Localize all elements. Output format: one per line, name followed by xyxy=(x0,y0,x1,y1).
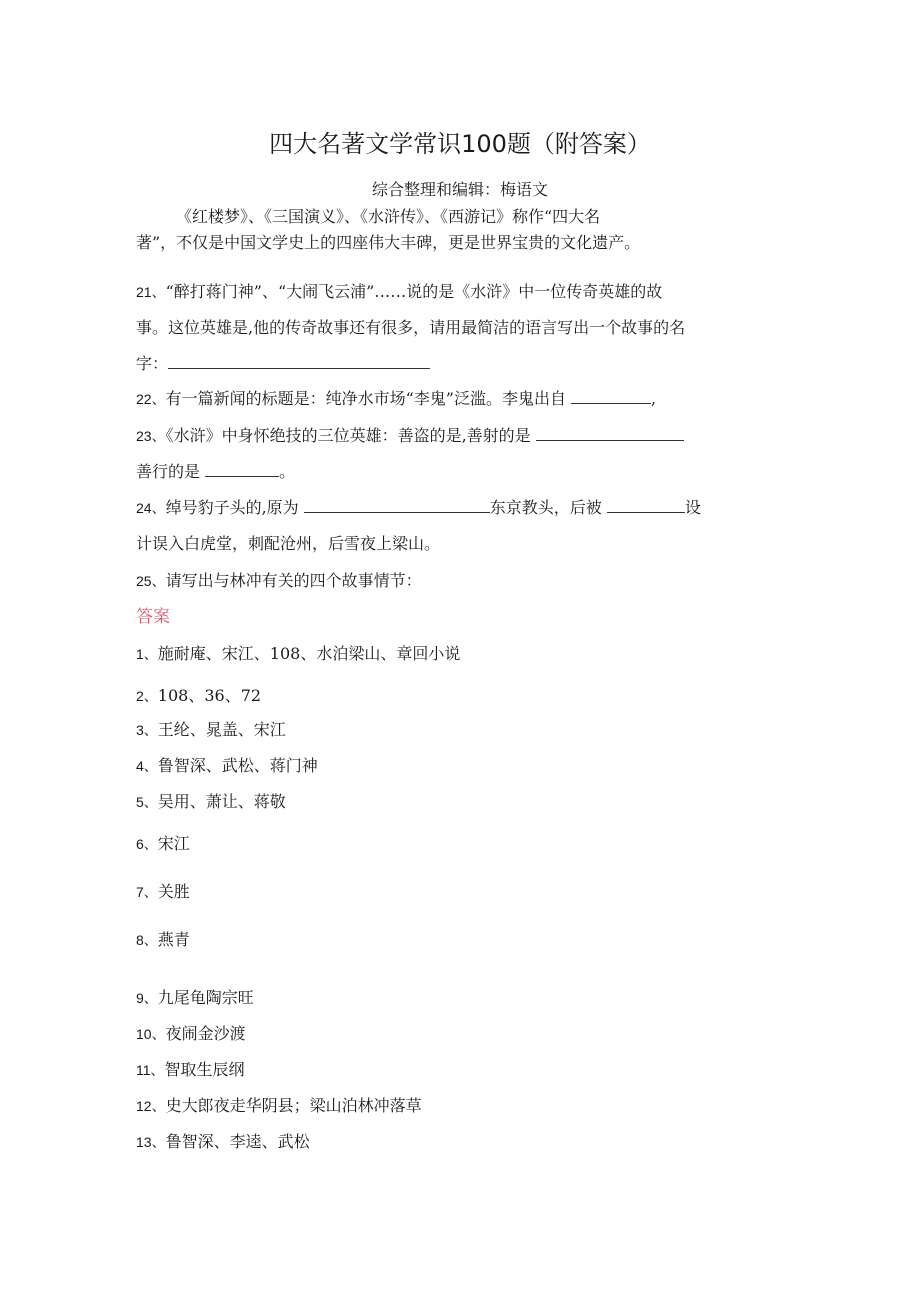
question-text: 设 xyxy=(684,498,701,517)
question-number: 22、 xyxy=(136,391,166,407)
answer-text: 智取生辰纲 xyxy=(164,1060,245,1079)
question-number: 25、 xyxy=(136,573,166,589)
question-text: 《水浒》中身怀绝技的三位英雄：善盗的是,善射的是 xyxy=(165,426,531,445)
answer-blank[interactable] xyxy=(607,496,685,513)
question-21 xyxy=(136,274,796,382)
answer-number: 1、 xyxy=(136,646,158,662)
question-22 xyxy=(136,381,796,417)
intro-text-1: 《红楼梦》、《三国演义》、《水浒传》、《西游记》称作“四大名 xyxy=(176,207,601,226)
author-line: 综合整理和编辑：梅语文 xyxy=(371,180,548,199)
answer-item xyxy=(136,1129,310,1152)
answer-text: 施耐庵、宋江、108、水泊梁山、章回小说 xyxy=(157,644,461,663)
answer-number: 5、 xyxy=(136,794,158,810)
answer-item xyxy=(136,789,286,812)
answer-text: 关胜 xyxy=(157,882,190,901)
answer-item xyxy=(136,879,190,902)
answer-text: 鲁智深、李逵、武松 xyxy=(165,1132,310,1151)
question-number: 23、 xyxy=(136,428,166,444)
answer-text: 鲁智深、武松、蒋门神 xyxy=(157,756,318,775)
answer-item xyxy=(136,831,190,854)
answer-item xyxy=(136,683,261,706)
answer-item xyxy=(136,1057,245,1080)
answer-number: 10、 xyxy=(136,1026,166,1042)
intro-line-2: 著”，不仅是中国文学史上的四座伟大丰碑，更是世界宝贵的文化遗产。 xyxy=(136,233,641,252)
question-text: 。 xyxy=(279,462,296,481)
question-text: “醉打蒋门神”、“大闹飞云浦”……说的是《水浒》中一位传奇英雄的故 xyxy=(165,282,663,301)
answers-heading: 答案 xyxy=(136,607,170,627)
question-text: 善行的是 xyxy=(136,462,201,481)
answer-number: 12、 xyxy=(136,1098,166,1114)
answer-item xyxy=(136,717,286,740)
page-title: 四大名著文学常识100题（附答案） xyxy=(269,130,651,158)
answer-item xyxy=(136,641,460,664)
intro-line-1 xyxy=(136,204,776,230)
answer-text: 燕青 xyxy=(157,930,190,949)
answer-text: 史大郎夜走华阴县；梁山泊林冲落草 xyxy=(165,1096,422,1115)
answer-text: 吴用、萧让、蒋敬 xyxy=(157,792,286,811)
question-number: 24、 xyxy=(136,500,166,516)
answer-item xyxy=(136,985,254,1008)
answer-item xyxy=(136,1021,246,1044)
answer-text: 夜闹金沙渡 xyxy=(165,1024,246,1043)
question-text: 请写出与林冲有关的四个故事情节： xyxy=(165,571,422,590)
answer-number: 2、 xyxy=(136,688,158,704)
question-text: 绰号豹子头的,原为 xyxy=(165,498,299,517)
question-text: 东京教头，后被 xyxy=(489,498,602,517)
answer-number: 4、 xyxy=(136,758,158,774)
question-text: 有一篇新闻的标题是：纯净水市场“李鬼”泛滥。李鬼出自 xyxy=(165,389,566,408)
answer-text: 九尾龟陶宗旺 xyxy=(157,988,254,1007)
answer-item xyxy=(136,753,318,776)
intro-paragraph xyxy=(136,204,776,256)
answer-blank[interactable] xyxy=(205,460,279,477)
question-text: 字： xyxy=(136,354,169,373)
answer-text: 108、36、72 xyxy=(157,686,262,705)
answer-number: 7、 xyxy=(136,884,158,900)
question-25 xyxy=(136,563,796,599)
answer-number: 8、 xyxy=(136,932,158,948)
question-23 xyxy=(136,418,796,490)
answer-item xyxy=(136,1093,422,1116)
answer-number: 3、 xyxy=(136,722,158,738)
question-24 xyxy=(136,490,796,562)
question-number: 21、 xyxy=(136,284,166,300)
answer-number: 11、 xyxy=(136,1062,165,1078)
question-text: 事。这位英雄是,他的传奇故事还有很多，请用最简洁的语言写出一个故事的名 xyxy=(136,318,686,337)
answer-blank[interactable] xyxy=(168,352,430,369)
question-text: 计误入白虎堂，刺配沧州，后雪夜上梁山。 xyxy=(136,534,441,553)
answer-blank[interactable] xyxy=(536,424,684,441)
answer-blank[interactable] xyxy=(304,496,490,513)
answer-item xyxy=(136,927,190,950)
question-text: , xyxy=(651,389,657,408)
answer-number: 13、 xyxy=(136,1134,166,1150)
answer-text: 宋江 xyxy=(157,834,190,853)
answer-number: 9、 xyxy=(136,990,158,1006)
answer-number: 6、 xyxy=(136,836,158,852)
answer-blank[interactable] xyxy=(571,387,651,404)
answer-text: 王纶、晁盖、宋江 xyxy=(157,720,286,739)
